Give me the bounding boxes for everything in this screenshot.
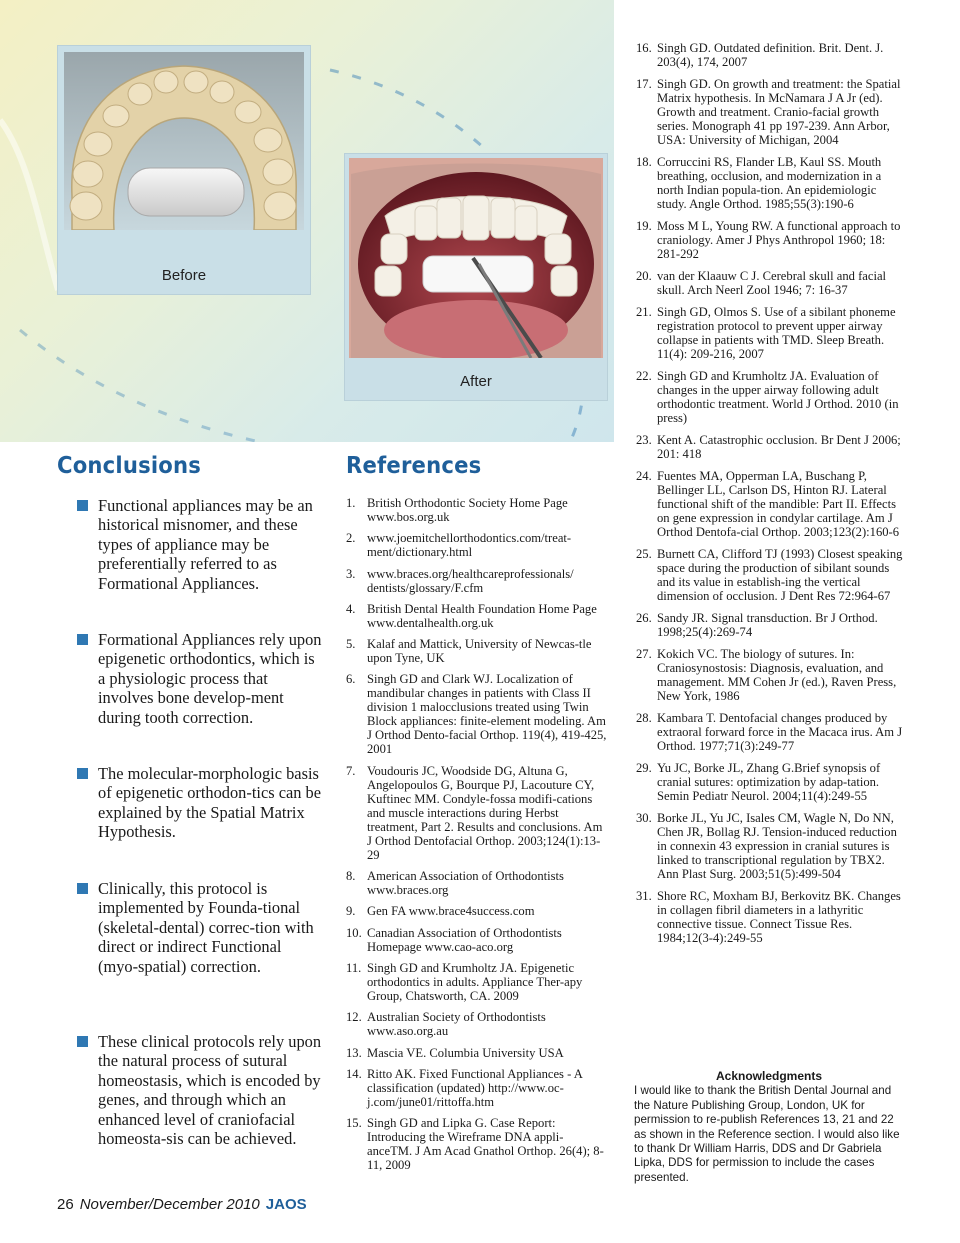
square-bullet-icon bbox=[77, 1036, 88, 1047]
conclusion-item: Clinically, this protocol is implemented by Founda-tional (skeletal-dental) correc-tion with direct or indirect Functional (myo-spatial) correction. bbox=[78, 879, 323, 976]
conclusion-item: The molecular-morphologic basis of epigenetic orthodon-tics can be explained by the Spatial Matrix Hypothesis. bbox=[78, 764, 323, 842]
reference-item: 13. Mascia VE. Columbia University USA bbox=[346, 1045, 564, 1060]
conclusion-item: These clinical protocols rely upon the natural process of sutural homeostasis, which is encoded by genes, and through which an enhanced level of craniofacial homeosta-sis can be achieved. bbox=[78, 1032, 323, 1148]
before-photo bbox=[58, 46, 310, 294]
before-label: Before bbox=[161, 267, 207, 284]
conclusion-item: Functional appliances may be an historical misnomer, and these types of appliance may be preferentially referred to as Formational Appliances. bbox=[78, 496, 323, 593]
references-list-middle bbox=[346, 496, 608, 1179]
reference-item: 24. Fuentes MA, Opperman LA, Buschang P, Bellinger LL, Carlson DS, Hinton RJ. Lateral functional shift of the mandible: Part II. Effects on gene expression in condylar cartilage. Am J Orthod Dentofa-cial Orthop. 2003;123(2):160-6 bbox=[636, 469, 900, 539]
reference-item: 31. Shore RC, Moxham BJ, Berkovitz BK. Changes in collagen fibril diameters in a lathyritic connective tissue. Connect Tissue Res. 1984;12(3-4):249-55 bbox=[636, 889, 901, 945]
reference-item: 23. Kent A. Catastrophic occlusion. Br Dent J 2006; 201: 418 bbox=[636, 433, 901, 461]
reference-item: 20. van der Klaauw C J. Cerebral skull and facial skull. Arch Neerl Zool 1946; 7: 16-37 bbox=[636, 269, 887, 297]
square-bullet-icon bbox=[77, 634, 88, 645]
reference-item: 16. Singh GD. Outdated definition. Brit. Dent. J. 203(4), 174, 2007 bbox=[636, 41, 884, 69]
acknowledgments-heading: Acknowledgments bbox=[715, 1069, 823, 1083]
dental-cast-image bbox=[58, 46, 310, 294]
after-photo bbox=[345, 154, 607, 400]
reference-item: 6. Singh GD and Clark WJ. Localization of mandibular changes in patients with Class II division 1 malocclusions treated using Twin Block appliances: finite-element modeling. Am J Orthod Dento-facial Orthop. 119(4), 419-425, 2001 bbox=[346, 672, 607, 757]
after-label: After bbox=[460, 373, 492, 390]
reference-item: 8. American Association of Orthodontists www.braces.org bbox=[346, 869, 564, 898]
square-bullet-icon bbox=[77, 768, 88, 779]
reference-item: 17. Singh GD. On growth and treatment: the Spatial Matrix hypothesis. In McNamara J A Jr (ed). Growth and treatment. Cranio-facial growth series. Monograph 41 pp 197-239. Ann Arbor, USA: University of Michigan, 2004 bbox=[636, 77, 901, 147]
reference-item: 15. Singh GD and Lipka G. Case Report: Introducing the Wireframe DNA appli-anceTM. J Am Acad Gnathol Orthop. 26(4); 8-11, 2009 bbox=[346, 1116, 604, 1173]
page-number: 26 bbox=[57, 1196, 74, 1213]
reference-item: 22. Singh GD and Krumholtz JA. Evaluation of changes in the upper airway following adult orthodontic treatment. World J Orthod. 2010 (in press) bbox=[636, 369, 899, 425]
square-bullet-icon bbox=[77, 500, 88, 511]
reference-item: 7. Voudouris JC, Woodside DG, Altuna G, Angelopoulos G, Bourque PJ, Lacouture CY, Kuftinec MM. Condyle-fossa modifi-cations and muscle interactions during Herbst treatment, Part 2. Results and conclusions. Am J Orthod Dentofacial Orthop. 2003;124(1):13-29 bbox=[346, 763, 603, 862]
references-list-right bbox=[636, 41, 904, 953]
page-footer bbox=[57, 1196, 307, 1213]
reference-item: 4. British Dental Health Foundation Home Page www.dentalhealth.org.uk bbox=[346, 601, 597, 630]
reference-item: 19. Moss M L, Young RW. A functional approach to craniology. Amer J Phys Anthropol 1960; 18: 281-292 bbox=[636, 219, 901, 261]
square-bullet-icon bbox=[77, 883, 88, 894]
reference-item: 18. Corruccini RS, Flander LB, Kaul SS. Mouth breathing, occlusion, and modernization in a north Indian popula-tion. An epidemiologic study. Angle Orthod. 1985;55(3):190-6 bbox=[636, 155, 882, 211]
reference-item: 29. Yu JC, Borke JL, Zhang G.Brief synopsis of cranial sutures: optimization by adap-tation. Semin Pediatr Neurol. 2004;11(4):249-55 bbox=[636, 761, 881, 803]
reference-item: 28. Kambara T. Dentofacial changes produced by extraoral forward force in the Macaca irus. Am J Orthod. 1977;71(3):249-77 bbox=[636, 711, 903, 753]
issue-date: November/December 2010 bbox=[79, 1196, 260, 1213]
reference-item: 2. www.joemitchellorthodontics.com/treat-ment/dictionary.html bbox=[346, 531, 572, 560]
reference-item: 12. Australian Society of Orthodontists www.aso.org.au bbox=[346, 1010, 546, 1039]
reference-item: 10. Canadian Association of Orthodontists Homepage www.cao-aco.org bbox=[346, 925, 562, 954]
reference-item: 27. Kokich VC. The biology of sutures. In: Craniosynostosis: Diagnosis, evaluation, and management. MM Cohen Jr (ed.), Raven Press, New York, 1986 bbox=[636, 647, 897, 703]
journal-name: JAOS bbox=[265, 1196, 307, 1213]
reference-item: 11. Singh GD and Krumholtz JA. Epigenetic orthodontics in adults. Appliance Ther-apy Group, Chatsworth, CA. 2009 bbox=[346, 960, 583, 1003]
reference-item: 9. Gen FA www.brace4success.com bbox=[346, 904, 535, 919]
figure-panel bbox=[0, 0, 614, 442]
reference-item: 25. Burnett CA, Clifford TJ (1993) Closest speaking space during the production of sibilant sounds and its value in establish-ing the vertical dimension of occlusion. J Dent Res 72:964-67 bbox=[636, 547, 903, 603]
open-mouth-image bbox=[345, 154, 607, 400]
reference-item: 26. Sandy JR. Signal transduction. Br J Orthod. 1998;25(4):269-74 bbox=[636, 611, 878, 639]
reference-item: 1. British Orthodontic Society Home Page www.bos.org.uk bbox=[346, 496, 568, 524]
conclusion-item: Formational Appliances rely upon epigenetic orthodontics, which is a physiologic process that involves bone develop-ment during tooth correction. bbox=[78, 630, 323, 727]
reference-item: 5. Kalaf and Mattick, University of Newcas-tle upon Tyne, UK bbox=[346, 637, 592, 666]
reference-item: 21. Singh GD, Olmos S. Use of a sibilant phoneme registration protocol to prevent upper airway collapse in patients with TMD. Sleep Breath. 11(4): 209-216, 2007 bbox=[636, 305, 896, 361]
reference-item: 30. Borke JL, Yu JC, Isales CM, Wagle N, Do NN, Chen JR, Bollag RJ. Tension-induced reduction in connexin 43 expression in cranial sutures is linked to transcriptional regulation by TBX2. Ann Plast Surg. 2003;51(5):499-504 bbox=[636, 811, 897, 881]
acknowledgments bbox=[634, 1069, 904, 1185]
reference-item: 3. www.braces.org/healthcareprofessionals/ dentists/glossary/F.cfm bbox=[346, 566, 574, 595]
acknowledgments-text: I would like to thank the British Dental Journal and the Nature Publishing Group, London, UK for permission to re-publish References 13, 21 and 22 as shown in the Reference section. I would also like to thank Dr William Harris, DDS and Dr Gabriela Lipka, DDS for permission to include the cases presented. bbox=[634, 1084, 900, 1184]
references-heading: References bbox=[346, 453, 482, 479]
conclusions-heading: Conclusions bbox=[57, 453, 202, 479]
reference-item: 14. Ritto AK. Fixed Functional Appliances - A classification (updated) http://www.oc-j.com/june01/rittoffa.htm bbox=[346, 1066, 583, 1109]
